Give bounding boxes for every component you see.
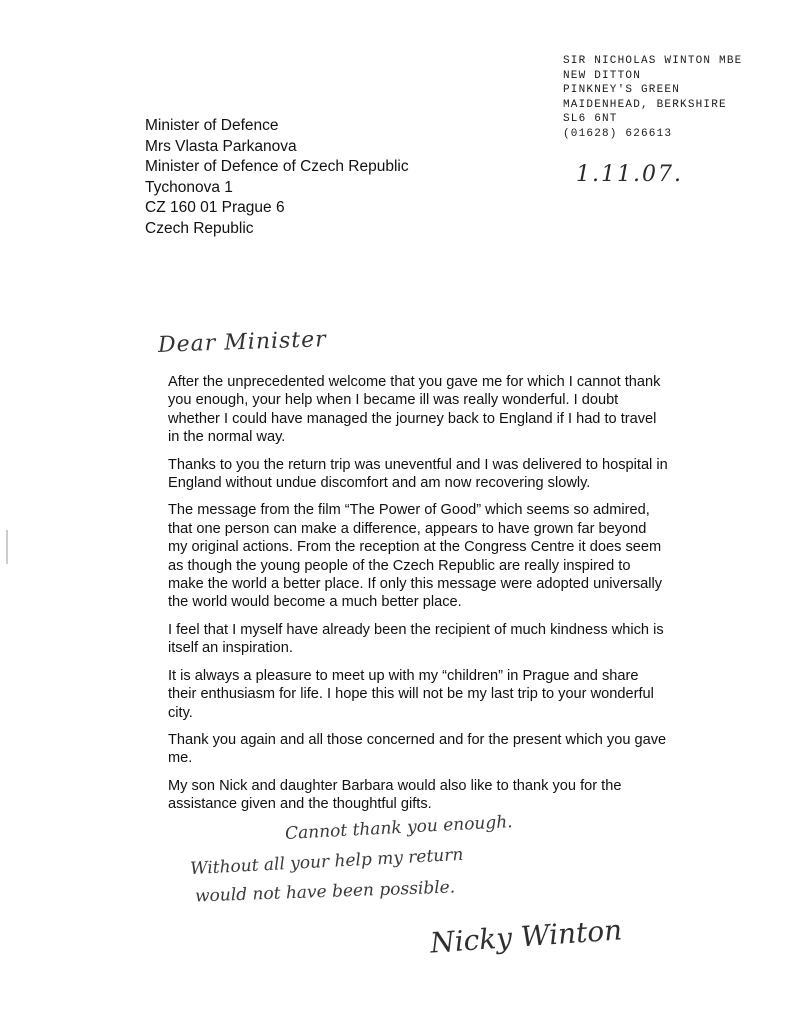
body-paragraph: My son Nick and daughter Barbara would also like to thank you for the assistance given and the thoughtful gifts. (168, 777, 622, 813)
recipient-line: Czech Republic (145, 219, 254, 237)
recipient-line: CZ 160 01 Prague 6 (145, 199, 285, 216)
letterhead-house: NEW DITTON (563, 69, 642, 82)
handwritten-note-line: Cannot thank you enough. (284, 812, 514, 844)
handwritten-salutation: Dear Minister (157, 327, 328, 358)
letterhead-locality: PINKNEY'S GREEN (563, 84, 681, 96)
handwritten-note-line: Without all your help my return (189, 844, 464, 880)
handwritten-date: 1.11.07. (576, 162, 683, 187)
recipient-line: Minister of Defence of Czech Republic (145, 158, 409, 175)
body-paragraph: Thank you again and all those concerned and for the present which you gave me. (168, 731, 667, 767)
body-paragraph: After the unprecedented welcome that you gave me for which I cannot thank you enough, your help when I became ill was really wonderful. I doubt whether I could have managed the journey back to England if I had to travel in the normal way. (168, 374, 661, 446)
recipient-line: Mrs Vlasta Parkanova (145, 137, 297, 155)
scan-margin-mark (6, 530, 8, 564)
letterhead-phone: (01628) 626613 (563, 127, 673, 140)
letterhead-postcode: SL6 6NT (563, 113, 618, 125)
body-paragraph: The message from the film “The Power of Good” which seems so admired, that one person can make a difference, appears to have grown far beyond my original actions. From the reception at the Congress Centre it does seem as though the young people of the Czech Republic are really inspired to make the world a better place. If only this message were adopted universally the world would become a much better place. (168, 502, 663, 611)
body-paragraph: Thanks to you the return trip was uneventful and I was delivered to hospital in England without undue discomfort and am now recovering slowly. (168, 456, 668, 492)
signature: Nicky Winton (429, 913, 624, 960)
recipient-address (145, 116, 409, 239)
letterhead-town: MAIDENHEAD, BERKSHIRE (563, 98, 727, 111)
body-paragraph: It is always a pleasure to meet up with my “children” in Prague and share their enthusiasm for life. I hope this will not be my last trip to your wonderful city. (168, 667, 654, 721)
recipient-line: Minister of Defence (145, 117, 279, 134)
letter-body (168, 373, 668, 823)
letterhead (563, 54, 785, 141)
body-paragraph: I feel that I myself have already been the recipient of much kindness which is itself an inspiration. (168, 621, 664, 657)
letterhead-name: SIR NICHOLAS WINTON MBE (563, 55, 743, 67)
handwritten-note-line: would not have been possible. (194, 877, 456, 907)
recipient-line: Tychonova 1 (145, 178, 233, 196)
